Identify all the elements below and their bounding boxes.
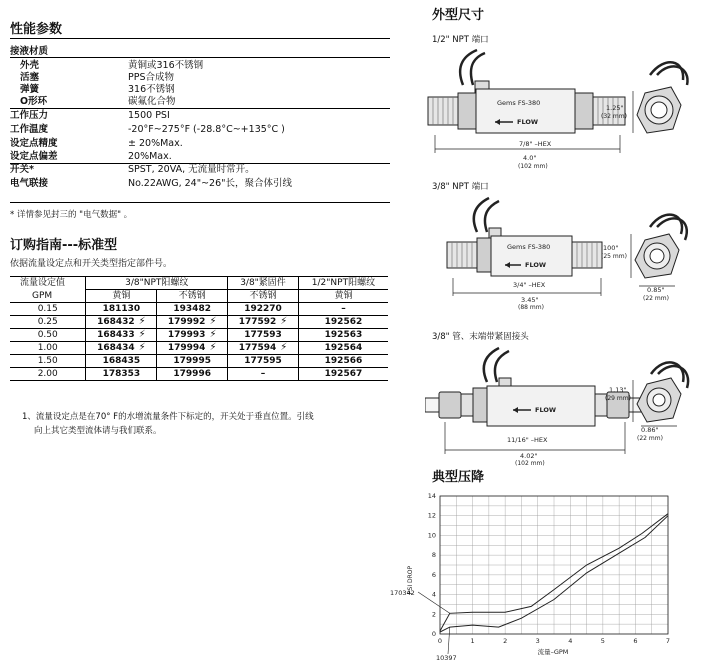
lightning-icon: ⚡ (209, 316, 217, 327)
spec-value: PPS合成物 (128, 72, 174, 83)
cell-value: 177593 (244, 330, 282, 340)
d3-hex: 11/16" –HEX (507, 436, 548, 444)
spec-value: ± 20%Max. (128, 138, 183, 149)
table-cell-gpm (10, 355, 86, 368)
d2-len-mm: (88 mm) (518, 304, 544, 311)
cell-value: 192563 (324, 330, 363, 340)
x-tick-label: 7 (665, 637, 671, 645)
d2-dia2: 0.85" (647, 286, 665, 294)
table-cell-38-brass (86, 368, 157, 381)
y-tick-label: 10 (427, 531, 436, 540)
lightning-icon: ⚡ (138, 342, 146, 353)
cell-value: 192562 (324, 317, 363, 327)
d1-caption: 1/2" NPT 端口 (432, 35, 489, 45)
cell-value: 193482 (173, 304, 211, 314)
table-cell-38-brass (86, 329, 157, 342)
lightning-icon: ⚡ (209, 342, 217, 353)
cell-value: 168432 (97, 317, 135, 327)
x-tick-label: 6 (633, 637, 638, 645)
col-group-38fit: 3/8"紧固件 (228, 277, 299, 290)
table-cell-38-fitting (228, 329, 299, 342)
x-tick-label: 4 (568, 637, 573, 645)
d2-hex: 3/4" –HEX (513, 281, 546, 289)
y-tick-label: 14 (427, 492, 436, 500)
spec-row (10, 84, 390, 96)
cell-value: 179992 (167, 317, 206, 327)
cell-value: 168435 (102, 356, 141, 366)
cell-value: 2.00 (37, 369, 58, 379)
spec-row (10, 124, 390, 136)
d3-dia-mm: (29 mm) (605, 395, 631, 402)
y-tick-label: 2 (431, 610, 436, 619)
ordering-note-2: 向上其它类型流体请与我们联系。 (34, 426, 162, 436)
spec-label: O形环 (20, 96, 48, 107)
spec-label: 设定点偏差 (10, 151, 58, 162)
d3-len: 4.02" (520, 452, 538, 460)
table-row (10, 329, 388, 342)
table-cell-38-ss (157, 303, 228, 316)
dimensions-title: 外型尺寸 (432, 8, 485, 23)
lightning-icon: ⚡ (138, 329, 146, 340)
d1-len: 4.0" (523, 154, 537, 162)
table-cell-38-fitting (228, 342, 299, 355)
d2-drawing (425, 192, 695, 312)
d1-len-mm: (102 mm) (518, 163, 548, 170)
spec-value: SPST, 20VA, 无流量时常开。 (128, 164, 255, 175)
d3-dia2-mm: (22 mm) (637, 435, 663, 442)
x-tick-label: 3 (535, 637, 540, 645)
ordering-subtitle: 依据流量设定点和开关类型指定部件号。 (10, 259, 173, 269)
lightning-icon: ⚡ (280, 316, 288, 327)
cell-value: 192566 (324, 356, 363, 366)
table-row (10, 342, 388, 355)
d2-dia: 100" (603, 244, 619, 252)
cell-value: 0.50 (37, 330, 58, 340)
spec-label: 弹簧 (20, 84, 40, 95)
table-cell-38-ss (157, 329, 228, 342)
lightning-icon: ⚡ (138, 316, 146, 327)
cell-value: 179994 (167, 343, 206, 353)
col-group-flow: 流量设定值 (20, 278, 66, 289)
table-cell-gpm (10, 316, 86, 329)
col-half-brass: 黄铜 (298, 290, 388, 303)
spec-label: 电气联接 (10, 178, 49, 189)
chart-xlabel: 流量–GPM (537, 648, 569, 656)
x-tick-label: 5 (600, 637, 605, 645)
y-tick-label: 0 (431, 630, 436, 638)
table-cell-38-brass (86, 342, 157, 355)
table-cell-12-brass (298, 355, 388, 368)
chart-title: 典型压降 (432, 470, 485, 485)
cell-value: – (260, 369, 266, 379)
table-cell-38-brass (86, 355, 157, 368)
spec-row (10, 164, 390, 176)
specs-title: 性能参数 (10, 22, 63, 37)
spec-row (10, 72, 390, 84)
d1-drawing (425, 45, 695, 175)
cell-value: 179995 (173, 356, 211, 366)
table-cell-38-fitting (228, 303, 299, 316)
d3-dia2: 0.86" (641, 426, 659, 434)
col-group-12npt: 1/2"NPT阳螺纹 (298, 277, 388, 290)
y-tick-label: 4 (431, 590, 436, 599)
specs-bottom-rule (10, 202, 390, 203)
table-cell-12-brass (298, 316, 388, 329)
d1-brand: Gems FS-380 (497, 99, 541, 107)
spec-value: 20%Max. (128, 151, 172, 162)
cell-value: 181130 (102, 304, 141, 314)
spec-value: 黄铜或316不锈钢 (128, 60, 204, 71)
cell-value: 168434 (97, 343, 135, 353)
wetted-heading: 接液材质 (10, 46, 49, 57)
d1-flow: FLOW (517, 118, 539, 126)
specs-footnote: * 详情参见封三的 "电气数据" 。 (10, 210, 133, 220)
spec-divider (10, 108, 390, 109)
leader-line-10397 (448, 627, 450, 654)
spec-row (10, 138, 390, 150)
d3-drawing (425, 342, 700, 467)
lightning-icon: ⚡ (209, 329, 217, 340)
spec-label: 开关* (10, 164, 34, 175)
col-brass: 黄铜 (86, 290, 157, 303)
table-cell-gpm (10, 329, 86, 342)
ordering-table (10, 276, 388, 381)
ordering-title: 订购指南---标准型 (10, 238, 118, 253)
d2-len: 3.45" (521, 296, 539, 304)
table-row (10, 303, 388, 316)
spec-label: 工作压力 (10, 110, 49, 121)
col-group-38npt: 3/8"NPT阳螺纹 (86, 277, 228, 290)
cell-value: 168433 (97, 330, 135, 340)
cell-value: 179993 (167, 330, 206, 340)
cell-value: 192564 (324, 343, 363, 353)
d2-dia-mm: (25 mm) (601, 253, 627, 260)
cell-value: 192270 (244, 304, 282, 314)
cell-value: 192567 (324, 369, 363, 379)
cell-value: 178353 (102, 369, 141, 379)
d1-hex: 7/8" –HEX (519, 140, 552, 148)
spec-value: No.22AWG, 24"~26"长，聚合体引线 (128, 178, 293, 189)
y-tick-label: 8 (431, 551, 436, 560)
d3-flow: FLOW (535, 406, 557, 414)
table-cell-38-ss (157, 368, 228, 381)
x-tick-label: 1 (470, 637, 475, 645)
table-cell-38-brass (86, 303, 157, 316)
d2-dia2-mm: (22 mm) (643, 295, 669, 302)
d2-flow: FLOW (525, 261, 547, 269)
table-cell-12-brass (298, 303, 388, 316)
d1-dia: 1.25" (606, 104, 624, 112)
cell-value: 177595 (244, 356, 282, 366)
cell-value: 179996 (173, 369, 211, 379)
spec-label: 活塞 (20, 72, 40, 83)
pressure-drop-chart (388, 484, 698, 670)
table-cell-12-brass (298, 329, 388, 342)
spec-row (10, 110, 390, 122)
table-cell-gpm (10, 342, 86, 355)
spec-value: 碳氟化合物 (128, 96, 176, 107)
d3-dia: 1.13" (609, 386, 627, 394)
x-tick-label: 0 (437, 637, 443, 645)
table-cell-38-ss (157, 355, 228, 368)
series-label-170342: 170342 (390, 589, 415, 597)
cell-value: 177594 (238, 343, 277, 353)
series-label-10397: 10397 (436, 654, 457, 662)
table-row (10, 368, 388, 381)
table-cell-38-fitting (228, 355, 299, 368)
spec-label: 设定点精度 (10, 138, 58, 149)
table-cell-38-fitting (228, 368, 299, 381)
wetted-rule (10, 57, 390, 58)
table-cell-38-ss (157, 342, 228, 355)
spec-value: 1500 PSI (128, 110, 170, 121)
d2-caption: 3/8" NPT 端口 (432, 182, 489, 192)
y-tick-label: 12 (427, 511, 436, 520)
lightning-icon: ⚡ (280, 342, 288, 353)
table-cell-12-brass (298, 368, 388, 381)
d2-brand: Gems FS-380 (507, 243, 551, 251)
table-cell-38-fitting (228, 316, 299, 329)
table-cell-gpm (10, 368, 86, 381)
spec-value: -20°F~275°F (-28.8°C~+135°C ) (128, 124, 285, 135)
spec-label: 外壳 (20, 60, 40, 71)
d3-caption: 3/8" 管、末端带紧固接头 (432, 332, 529, 342)
specs-top-rule (10, 38, 390, 39)
spec-row (10, 151, 390, 163)
table-row (10, 316, 388, 329)
spec-row (10, 178, 390, 190)
col-gpm: GPM (32, 290, 53, 301)
table-cell-gpm (10, 303, 86, 316)
chart-ylabel: PSI DROP (407, 565, 414, 595)
col-ss: 不锈钢 (157, 290, 228, 303)
table-cell-38-ss (157, 316, 228, 329)
spec-row (10, 96, 390, 108)
cell-value: – (341, 304, 346, 314)
col-fit-ss: 不锈钢 (228, 290, 299, 303)
d1-dia-mm: (32 mm) (601, 113, 627, 120)
x-tick-label: 2 (503, 637, 508, 645)
spec-value: 316不锈钢 (128, 84, 175, 95)
ordering-note-1: 1、流量设定点是在70° F的水增流量条件下标定的，开关处于垂直位置。引线 (22, 412, 314, 422)
y-tick-label: 6 (431, 570, 436, 579)
cell-value: 1.50 (37, 356, 58, 366)
table-cell-12-brass (298, 342, 388, 355)
spec-row (10, 60, 390, 72)
cell-value: 1.00 (37, 343, 58, 353)
spec-label: 工作温度 (10, 124, 49, 135)
table-row (10, 355, 388, 368)
cell-value: 0.25 (37, 317, 58, 327)
cell-value: 0.15 (37, 304, 58, 314)
table-cell-38-brass (86, 316, 157, 329)
cell-value: 177592 (238, 317, 277, 327)
d3-len-mm: (102 mm) (515, 460, 545, 467)
